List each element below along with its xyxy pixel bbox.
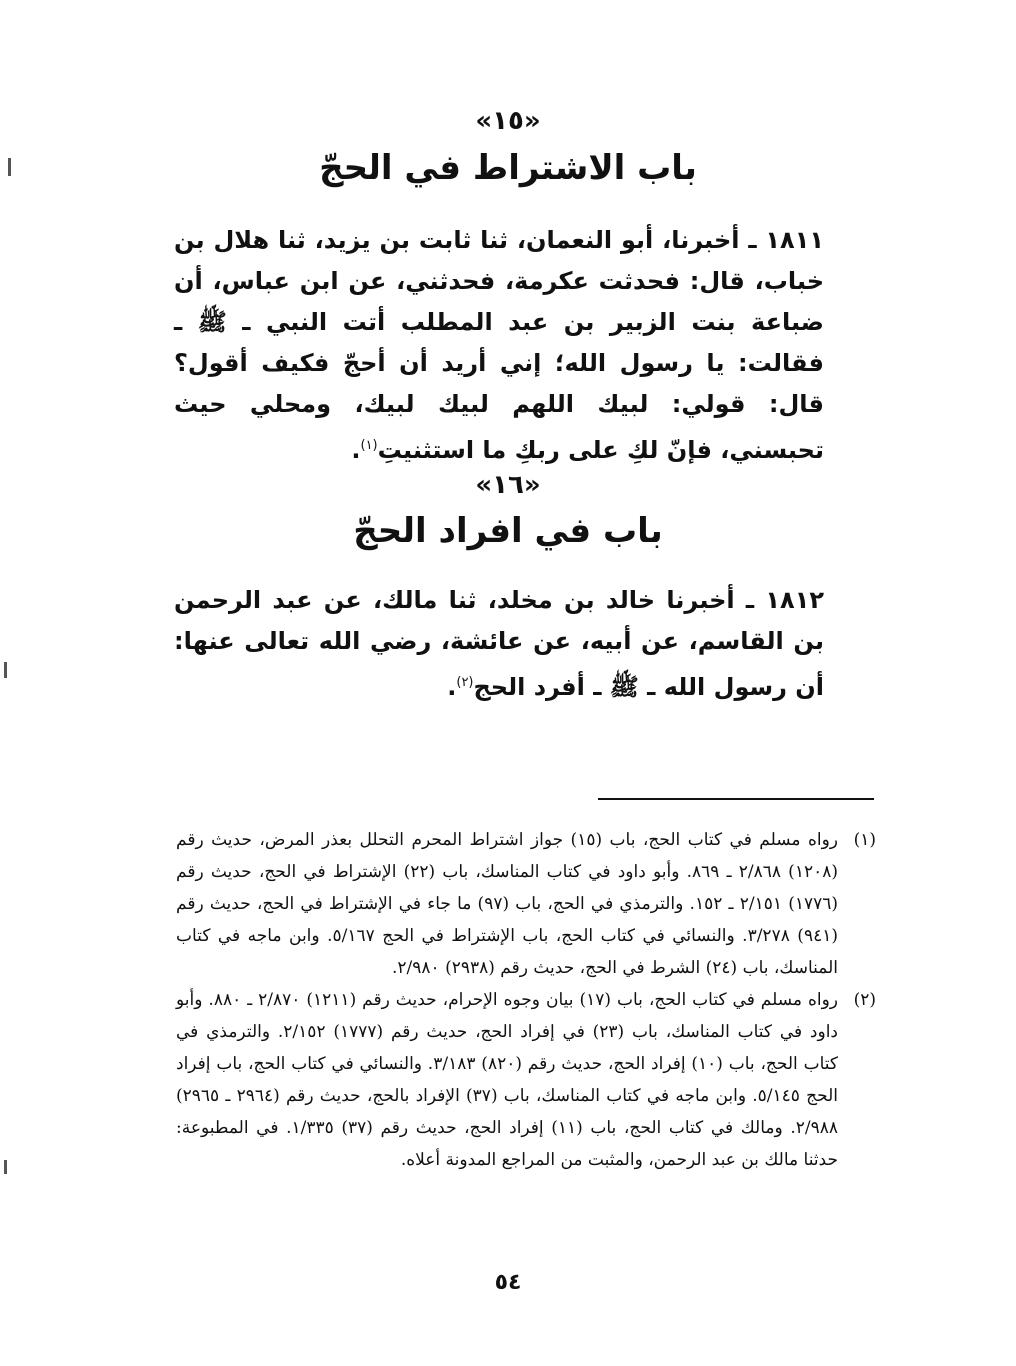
footnote-text: رواه مسلم في كتاب الحج، باب (١٥) جواز اشتراط المحرم التحلل بعذر المرض، حديث رقم (١٢٠٨) ٢/٨٦٨ ـ ٨٦٩. وأبو داود في كتاب المناسك، باب (٢٢) الإشتراط في الحج، حديث رقم (١٧٧٦) ٢/١٥١ ـ ١٥٢. والترمذي في الحج، باب (٩٧) ما جاء في الإشتراط في الحج، حديث رقم (٩٤١) ٣/٢٧٨. والنسائي في كتاب الحج، باب الإشتراط في الحج ٥/١٦٧. وابن ماجه في كتاب المناسك، باب (٢٤) الشرط في الحج، حديث رقم (٢٩٣٨) ٢/٩٨٠. [176,830,838,978]
hadith-body: ١٨١٢ ـ أخبرنا خالد بن مخلد، ثنا مالك، عن عبد الرحمن بن القاسم، عن أبيه، عن عائشة، رضي الله تعالى عنها: أن رسول الله ـ ﷺ ـ أفرد الحج [174,586,824,701]
footnote [176,824,876,984]
hadith-text [174,580,824,708]
footnotes [176,824,876,1176]
footnote-mark: (٢) [853,990,876,1010]
footnote-separator [598,798,874,800]
scan-edge-mark [4,1160,7,1174]
chapter-title: باب في افراد الحجّ [353,511,663,551]
hadith-end: . [447,673,457,701]
chapter-number: «١٦» [475,470,541,500]
scan-edge-mark [4,662,7,678]
chapter-number: «١٥» [475,106,541,136]
hadith-body: ١٨١١ ـ أخبرنا، أبو النعمان، ثنا ثابت بن يزيد، ثنا هلال بن خباب، قال: فحدثت عكرمة، فحدثني، عن ابن عباس، أن ضباعة بنت الزبير بن عبد المطلب أتت النبي ـ ﷺ ـ فقالت: يا رسول الله؛ إني أريد أن أحجّ فكيف أقول؟ قال: قولي: لبيك اللهم لبيك لبيك، ومحلي حيث تحبسني، فإنّ لكِ على ربكِ ما استثنيتِ [174,226,824,464]
chapter-title: باب الاشتراط في الحجّ [319,148,697,188]
footnote-text: رواه مسلم في كتاب الحج، باب (١٧) بيان وجوه الإحرام، حديث رقم (١٢١١) ٢/٨٧٠ ـ ٨٨٠. وأبو داود في كتاب المناسك، باب (٢٣) في إفراد الحج، حديث رقم (١٧٧٧) ٢/١٥٢. والترمذي في كتاب الحج، باب (١٠) إفراد الحج، حديث رقم (٨٢٠) ٣/١٨٣. والنسائي في كتاب الحج، باب إفراد الحج ٥/١٤٥. وابن ماجه في كتاب المناسك، باب (٣٧) الإفراد بالحج، حديث رقم (٢٩٦٤ ـ ٢٩٦٥) ٢/٩٨٨. ومالك في كتاب الحج، باب (١١) إفراد الحج، حديث رقم (٣٧) ١/٣٣٥. في المطبوعة: حدثنا مالك بن عبد الرحمن، والمثبت من المراجع المدونة أعلاه. [176,990,839,1170]
footnote-mark: (١) [853,830,876,850]
hadith-end: . [351,436,361,464]
page-number: ٥٤ [494,1270,522,1295]
footnote-reference[interactable]: (٢) [456,675,474,690]
hadith-text [174,220,824,471]
footnote [176,984,876,1176]
footnote-reference[interactable]: (١) [360,438,378,453]
